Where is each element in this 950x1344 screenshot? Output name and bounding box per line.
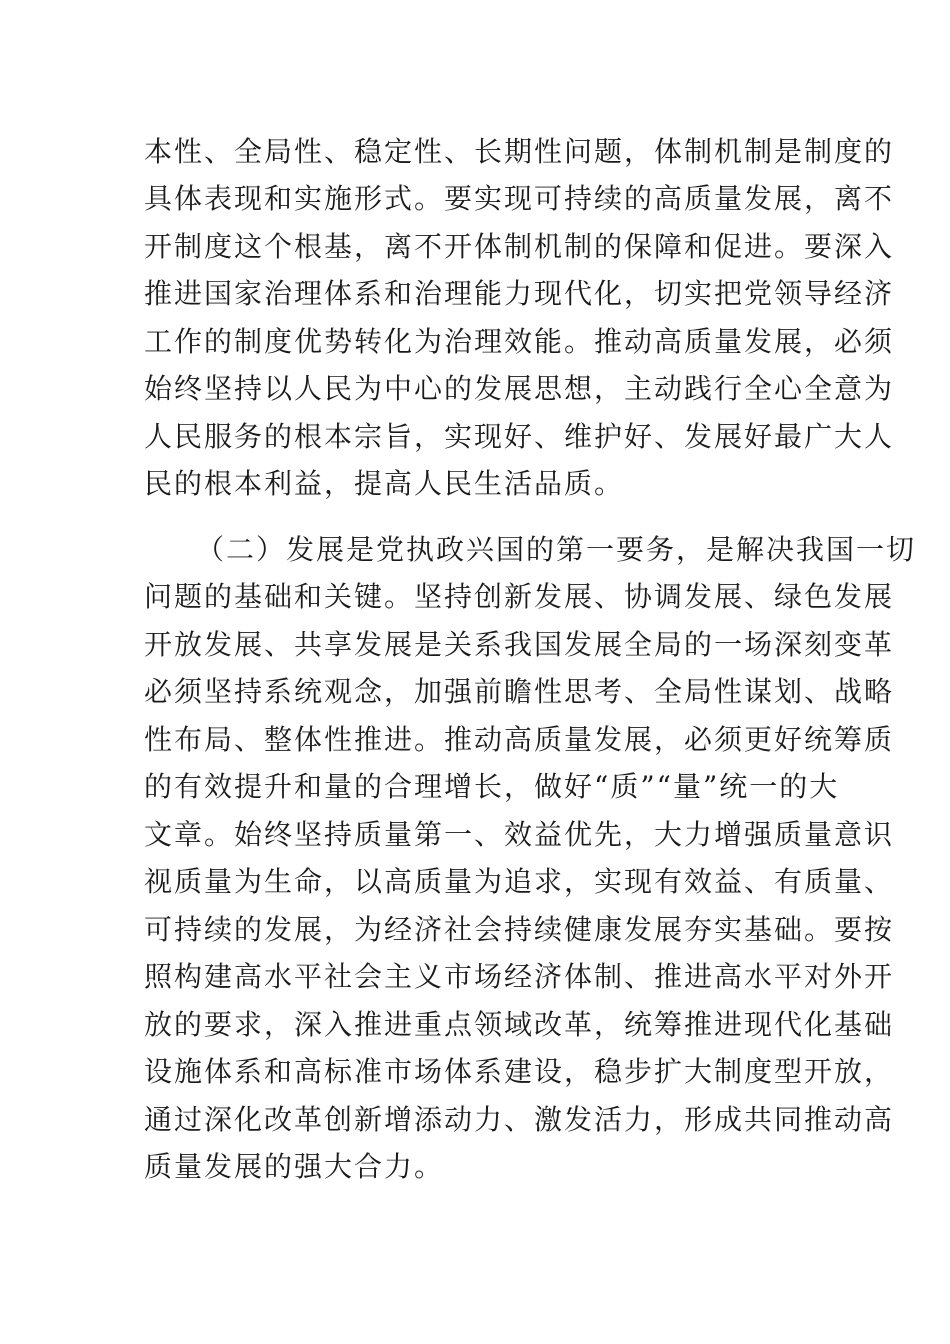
text-line: 的有效提升和量的合理增长，做好“质”“量”统一的大 xyxy=(144,770,840,803)
text-line: 开制度这个根基，离不开体制机制的保障和促进。要深入 xyxy=(144,230,895,263)
text-line: 问题的基础和关键。坚持创新发展、协调发展、绿色发展 xyxy=(144,580,895,613)
section-heading-line: （二）发展是党执政兴国的第一要务，是解决我国一切 xyxy=(196,533,917,566)
text-line: 可持续的发展，为经济社会持续健康发展夯实基础。要按 xyxy=(144,913,895,946)
text-line: 照构建高水平社会主义市场经济体制、推进高水平对外开 xyxy=(144,960,895,993)
text-line: 具体表现和实施形式。要实现可持续的高质量发展，离不 xyxy=(144,182,895,215)
text-line: 质量发展的强大合力。 xyxy=(144,1150,445,1183)
text-line: 视质量为生命，以高质量为追求，实现有效益、有质量、 xyxy=(144,865,895,898)
text-line: 性布局、整体性推进。推动高质量发展，必须更好统筹质 xyxy=(144,723,895,756)
text-line: 通过深化改革创新增添动力、激发活力，形成共同推动高 xyxy=(144,1103,895,1136)
text-line: 推进国家治理体系和治理能力现代化，切实把党领导经济 xyxy=(144,277,895,310)
text-line: 必须坚持系统观念，加强前瞻性思考、全局性谋划、战略 xyxy=(144,675,895,708)
text-line: 设施体系和高标准市场体系建设，稳步扩大制度型开放， xyxy=(144,1055,895,1088)
text-line: 本性、全局性、稳定性、长期性问题，体制机制是制度的 xyxy=(144,135,895,168)
text-line: 始终坚持以人民为中心的发展思想，主动践行全心全意为 xyxy=(144,372,895,405)
text-line: 放的要求，深入推进重点领域改革，统筹推进现代化基础 xyxy=(144,1008,895,1041)
text-line: 开放发展、共享发展是关系我国发展全局的一场深刻变革 xyxy=(144,628,895,661)
text-line: 民的根本利益，提高人民生活品质。 xyxy=(144,467,625,500)
text-line: 文章。始终坚持质量第一、效益优先，大力增强质量意识 xyxy=(144,818,895,851)
text-line: 工作的制度优势转化为治理效能。推动高质量发展，必须 xyxy=(144,325,895,358)
text-line: 人民服务的根本宗旨，实现好、维护好、发展好最广大人 xyxy=(144,420,895,453)
